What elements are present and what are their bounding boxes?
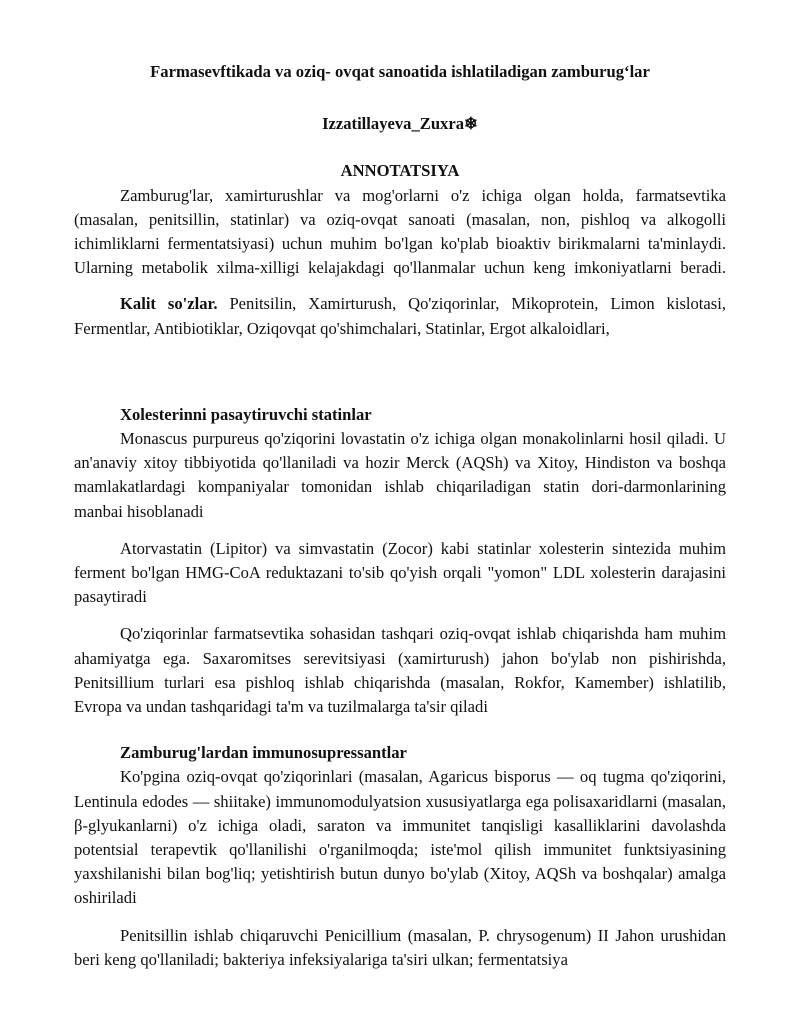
statins-paragraph-2: Atorvastatin (Lipitor) va simvastatin (Zocor) kabi statinlar xolesterin sintezida muhim ferment bo'lgan HMG-CoA reduktazani to'sib qo'yish orqali "yomon" LDL xolesterin darajasini pasaytiradi	[74, 538, 726, 607]
statins-paragraph-3: Qo'ziqorinlar farmatsevtika sohasidan tashqari oziq-ovqat ishlab chiqarishda ham muhim ahamiyatga ega. Saxaromitses serevitsiyasi (xamirturush) jahon bo'ylab non pishirishda, Penitsillium turlari esa pishloq ishlab chiqarishda (masalan, Rokfor, Kamember) ishlatilib, Evropa va undan tashqaridagi ta'm va tuzilmalarga ta'sir qiladi	[74, 624, 726, 717]
spacer	[74, 609, 726, 622]
spacer	[74, 341, 726, 403]
keywords-paragraph	[74, 292, 726, 340]
statins-paragraph-1: Monascus purpureus qo'ziqorini lovastatin o'z ichiga olgan monakolinlarni hosil qiladi. U an'anaviy xitoy tibbiyotida qo'llaniladi va hozir Merck (AQSh) va Xitoy, Hindiston va boshqa mamlakatlardagi kompaniyalar tomonidan ishlab chiqariladigan statin dori-darmonlarining manbai hisoblanadi	[74, 429, 726, 521]
author-name: Izzatillayeva_Zuxra❄	[322, 114, 478, 134]
spacer	[74, 911, 726, 924]
spacer	[74, 524, 726, 537]
keywords-label: Kalit so'zlar.	[120, 294, 218, 314]
keywords-text: Penitsilin, Xamirturush, Qo'ziqorinlar, Mikoprotein, Limon kislotasi, Fermentlar, Antibiotiklar, Oziqovqat qo'shimchalari, Statinlar, Ergot alkaloidlari,	[74, 294, 727, 338]
abstract-text: Zamburug'lar, xamirturushlar va mog'orlarni o'z ichiga olgan holda, farmatsevtika (masalan, penitsillin, statinlar) va oziq-ovqat sanoati (masalan, non, pishloq va alkogolli ichimliklarni fermentatsiyasi) uchun muhim bo'lgan ko'plab bioaktiv birikmalarni ta'minlaydi. Ularning metabolik xilma-xilligi kelajakdagi qo'llanmalar uchun keng imkoniyatlarni beradi.	[74, 185, 726, 278]
section-heading-statins: Xolesterinni pasaytiruvchi statinlar	[120, 404, 372, 424]
document-page	[74, 60, 726, 972]
abstract-heading: ANNOTATSIYA	[340, 161, 460, 181]
document-title: Farmasevftikada va oziq- ovqat sanoatida ishlatiladigan zamburug‘lar	[150, 62, 650, 81]
immuno-paragraph-1: Ko'pgina oziq-ovqat qo'ziqorinlari (masalan, Agaricus bisporus — oq tugma qo'ziqorini, Lentinula edodes — shiitake) immunomodulyatsion xususiyatlarga ega polisaxaridlarni (masalan, β-glyukanlarni) o'z ichiga oladi, saraton va immunitet tanqisligi kasalliklarini davolashda potentsial terapevtik qo'llanilishi o'rganilmoqda; iste'mol qilish immunitet funktsiyasining yaxshilanishi bilan bog'liq; yetishtirish butun dunyo bo'ylab (Xitoy, AQSh va boshqalar) amalga oshiriladi	[74, 767, 726, 908]
section-heading-immunosuppressants: Zamburug'lardan immunosupressantlar	[120, 743, 407, 763]
spacer	[74, 719, 726, 741]
immuno-paragraph-2: Penitsillin ishlab chiqaruvchi Penicillium (masalan, P. chrysogenum) II Jahon urushidan beri keng qo'llaniladi; bakteriya infeksiyalariga ta'siri ulkan; fermentatsiya	[74, 925, 726, 969]
